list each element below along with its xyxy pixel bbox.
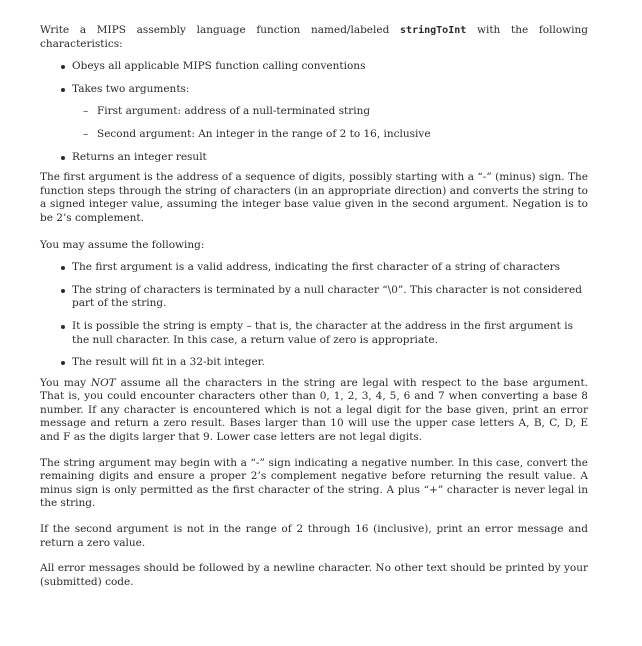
legal-not-emphasis: NOT bbox=[90, 376, 116, 389]
assumptions-list bbox=[40, 261, 588, 370]
list-item bbox=[40, 83, 588, 142]
assume-heading: You may assume the following: bbox=[40, 238, 205, 251]
argument-text: First argument: address of a null-terminated string bbox=[97, 105, 371, 118]
characteristic-text: Takes two arguments: bbox=[72, 82, 190, 95]
intro-prefix: Write a MIPS assembly language function named/labeled bbox=[40, 24, 401, 36]
list-item bbox=[40, 320, 588, 347]
arguments-list bbox=[72, 105, 588, 141]
intro-paragraph bbox=[40, 24, 588, 51]
assumption-text: The string of characters is terminated by a null character “\0”. This character is not considered part of the string. bbox=[72, 283, 582, 310]
list-item bbox=[40, 60, 588, 74]
characteristics-list bbox=[40, 60, 588, 164]
legal-rest: assume all the characters in the string are legal with respect to the base argument. That is, you could encounter characters other than 0, 1, 2, 3, 4, 5, 6 and 7 when converting a base 8 number. If any character is encountered which is not a legal digit for the base given, print an error message and return a zero result. Bases larger than 10 will use the upper case letters A, B, C, D, E and F as the digits larger that 9. Lower case letters are not legal digits. bbox=[40, 376, 588, 444]
negative-paragraph: The string argument may begin with a “-” sign indicating a negative number. In this case, convert the remaining digits and ensure a proper 2’s complement negative before returning the result value. A minus sign is only permitted as the first character of the string. A plus “+” character is never legal in the string. bbox=[40, 456, 588, 510]
description-paragraph: The first argument is the address of a sequence of digits, possibly starting with a “-” (minus) sign. The function steps through the string of characters (in an appropriate direction) and converts the string to a signed integer value, assuming the integer base value given in the second argument. Negation is to be 2’s complement. bbox=[40, 171, 588, 224]
list-item bbox=[72, 128, 588, 142]
characteristic-text: Returns an integer result bbox=[72, 150, 207, 163]
function-name: stringToInt bbox=[400, 25, 467, 36]
list-item bbox=[40, 356, 588, 370]
list-item bbox=[72, 105, 588, 119]
assumption-text: The first argument is a valid address, indicating the first character of a string of characters bbox=[72, 261, 561, 274]
assumption-text: The result will fit in a 32-bit integer. bbox=[72, 356, 265, 369]
errors-paragraph: All error messages should be followed by a newline character. No other text should be printed by your (submitted) code. bbox=[40, 562, 588, 588]
list-item bbox=[40, 151, 588, 165]
legal-prefix: You may bbox=[40, 376, 91, 389]
list-item bbox=[40, 284, 588, 311]
argument-text: Second argument: An integer in the range of 2 to 16, inclusive bbox=[97, 127, 431, 140]
assumption-text: It is possible the string is empty – that is, the character at the address in the first argument is the null character. In this case, a return value of zero is appropriate. bbox=[72, 319, 573, 346]
characteristic-text: Obeys all applicable MIPS function calling conventions bbox=[72, 60, 366, 73]
legal-characters-paragraph bbox=[40, 377, 588, 445]
list-item bbox=[40, 261, 588, 275]
intro-suffix: with the following characteristics: bbox=[40, 24, 588, 50]
range-paragraph: If the second argument is not in the range of 2 through 16 (inclusive), print an error message and return a zero value. bbox=[40, 523, 588, 549]
